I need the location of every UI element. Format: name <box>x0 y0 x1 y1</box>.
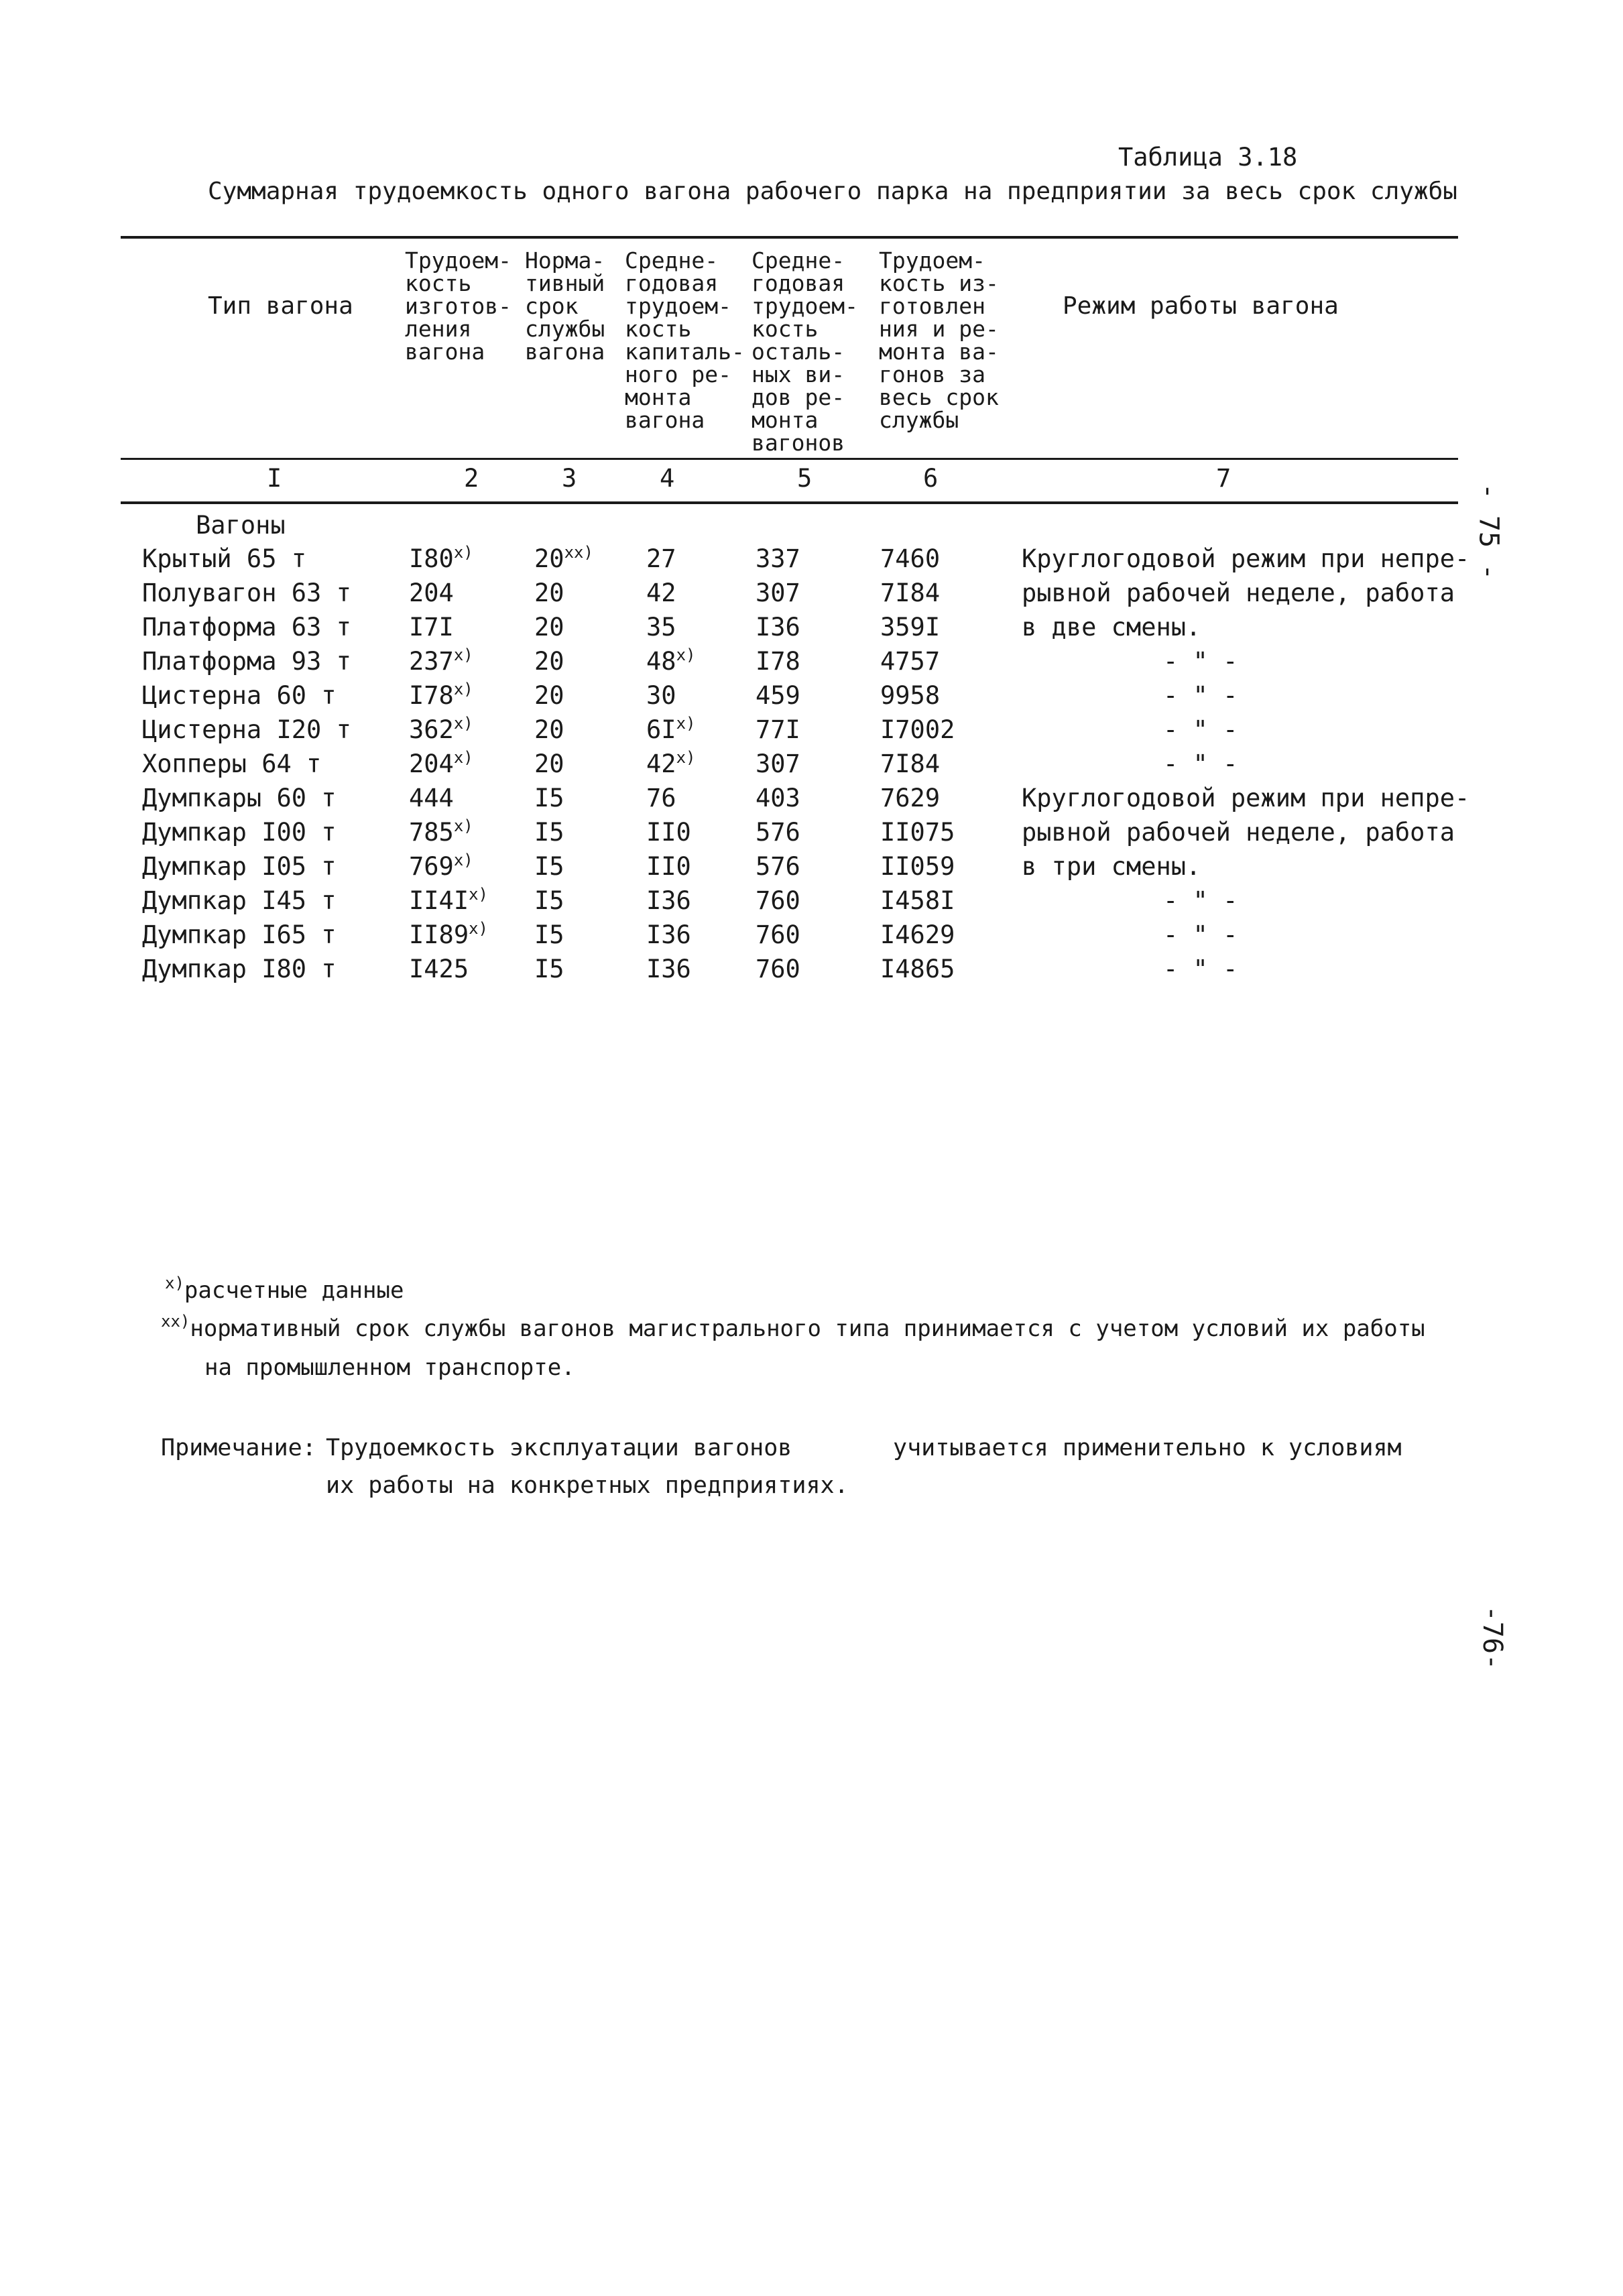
cell-operation-mode-value: рывной рабочей неделе, работа <box>1022 818 1455 847</box>
cell-capital-repair-labor <box>646 749 695 778</box>
cell-capital-repair-labor <box>646 852 691 881</box>
cell-total-labor <box>880 749 940 778</box>
cell-type-value: Думпкар I65 т <box>142 920 337 949</box>
footnote-mark: x) <box>469 885 489 904</box>
cell-total-labor-value: I4865 <box>880 955 955 983</box>
cell-capital-repair-labor-value: I36 <box>646 920 691 949</box>
cell-operation-mode <box>1163 715 1238 744</box>
cell-other-repair-labor-value: 307 <box>756 579 800 607</box>
cell-capital-repair-labor <box>646 715 695 744</box>
cell-capital-repair-labor-value: 27 <box>646 544 676 573</box>
cell-service-life-value: 20 <box>534 749 564 778</box>
footnote-2 <box>161 1312 1425 1342</box>
cell-total-labor <box>880 647 940 676</box>
table-top-rule <box>121 236 1458 239</box>
cell-other-repair-labor-value: 307 <box>756 749 800 778</box>
cell-manufacture-labor <box>409 955 469 983</box>
cell-other-repair-labor-value: 337 <box>756 544 800 573</box>
cell-type-value: Думпкар I80 т <box>142 955 337 983</box>
cell-total-labor-value: II075 <box>880 818 955 847</box>
cell-capital-repair-labor-value: 48 <box>646 647 676 676</box>
cell-capital-repair-labor-value: 30 <box>646 681 676 710</box>
cell-total-labor-value: 7I84 <box>880 749 941 778</box>
cell-type <box>142 579 351 607</box>
cell-capital-repair-labor-value: I36 <box>646 955 691 983</box>
footnote-mark: x) <box>453 680 473 699</box>
cell-capital-repair-labor <box>646 613 676 642</box>
cell-other-repair-labor-value: 760 <box>756 886 800 915</box>
cell-manufacture-labor <box>409 920 488 949</box>
cell-total-labor <box>880 715 955 744</box>
cell-service-life <box>534 818 564 847</box>
cell-operation-mode-value: - " - <box>1163 681 1238 710</box>
cell-service-life <box>534 647 564 676</box>
cell-capital-repair-labor-value: 42 <box>646 749 676 778</box>
cell-operation-mode-value: в три смены. <box>1022 852 1201 881</box>
footnote-mark: xx) <box>564 543 593 562</box>
cell-capital-repair-labor <box>646 647 695 676</box>
cell-service-life <box>534 613 564 642</box>
footnote-mark: x) <box>453 748 473 767</box>
cell-capital-repair-labor <box>646 920 691 949</box>
cell-other-repair-labor <box>756 749 800 778</box>
cell-other-repair-labor-value: 403 <box>756 784 800 812</box>
cell-manufacture-labor-value: II4I <box>409 886 469 915</box>
cell-type-value: Полувагон 63 т <box>142 579 351 607</box>
cell-operation-mode <box>1022 818 1455 847</box>
cell-type-value: Думпкар I45 т <box>142 886 337 915</box>
col-number-1: I <box>267 464 282 493</box>
cell-operation-mode <box>1022 579 1455 607</box>
table-label: Таблица 3.18 <box>1118 143 1298 172</box>
cell-service-life <box>534 579 564 607</box>
cell-capital-repair-labor-value: I36 <box>646 886 691 915</box>
footnote-1-mark: x) <box>165 1274 184 1292</box>
cell-operation-mode <box>1022 613 1201 642</box>
cell-total-labor <box>880 544 940 573</box>
cell-service-life <box>534 784 564 812</box>
col-number-3: 3 <box>562 464 577 493</box>
cell-type-value: Платформа 63 т <box>142 613 351 642</box>
cell-manufacture-labor <box>409 647 473 676</box>
cell-operation-mode <box>1163 920 1238 949</box>
cell-manufacture-labor-value: 444 <box>409 784 454 812</box>
cell-operation-mode <box>1022 544 1469 573</box>
cell-type <box>142 613 351 642</box>
cell-service-life-value: 20 <box>534 544 564 573</box>
cell-manufacture-labor <box>409 579 454 607</box>
header-col-7: Режим работы вагона <box>1063 292 1339 320</box>
header-col-5: Средне- годовая трудоем- кость осталь- ных ви- дов ре- монта вагонов <box>752 247 858 456</box>
cell-manufacture-labor-value: I80 <box>409 544 454 573</box>
footnote-mark: x) <box>453 646 473 664</box>
cell-manufacture-labor-value: 237 <box>409 647 454 676</box>
cell-total-labor-value: 359I <box>880 613 941 642</box>
cell-service-life <box>534 749 564 778</box>
cell-operation-mode-value: - " - <box>1163 715 1238 744</box>
cell-manufacture-labor-value: 204 <box>409 749 454 778</box>
cell-other-repair-labor <box>756 715 800 744</box>
cell-operation-mode-value: рывной рабочей неделе, работа <box>1022 579 1455 607</box>
footnote-mark: x) <box>453 714 473 733</box>
cell-total-labor <box>880 920 955 949</box>
cell-operation-mode-value: - " - <box>1163 749 1238 778</box>
cell-manufacture-labor <box>409 715 473 744</box>
header-col-3: Норма- тивный срок службы вагона <box>525 247 605 365</box>
cell-other-repair-labor-value: 576 <box>756 818 800 847</box>
footnote-mark: x) <box>453 851 473 869</box>
cell-type-value: Платформа 93 т <box>142 647 351 676</box>
cell-total-labor-value: I458I <box>880 886 955 915</box>
cell-service-life <box>534 920 564 949</box>
cell-type-value: Хопперы 64 т <box>142 749 322 778</box>
cell-total-labor-value: I4629 <box>880 920 955 949</box>
cell-operation-mode <box>1022 784 1469 812</box>
cell-capital-repair-labor <box>646 784 676 812</box>
footnote-1 <box>165 1274 404 1304</box>
cell-other-repair-labor <box>756 647 800 676</box>
cell-capital-repair-labor-value: 76 <box>646 784 676 812</box>
header-bottom-rule <box>121 458 1458 460</box>
cell-capital-repair-labor-value: 6I <box>646 715 676 744</box>
footnote-2-mark: xx) <box>161 1312 190 1331</box>
cell-service-life <box>534 715 564 744</box>
cell-operation-mode <box>1163 647 1238 676</box>
cell-other-repair-labor <box>756 818 800 847</box>
cell-manufacture-labor-value: 769 <box>409 852 454 881</box>
page-number-bottom: -76- <box>1477 1605 1508 1671</box>
footnote-mark: x) <box>453 543 473 562</box>
cell-type <box>142 749 321 778</box>
cell-other-repair-labor <box>756 852 800 881</box>
table-title: Суммарная трудоемкость одного вагона рабочего парка на предприятии за весь срок службы <box>208 178 1457 205</box>
col-number-4: 4 <box>660 464 675 493</box>
cell-type <box>142 681 337 710</box>
cell-manufacture-labor <box>409 784 454 812</box>
cell-operation-mode <box>1163 955 1238 983</box>
header-col-4: Средне- годовая трудоем- кость капиталь- ного ре- монта вагона <box>625 247 745 433</box>
cell-other-repair-labor <box>756 681 800 710</box>
cell-manufacture-labor-value: 362 <box>409 715 454 744</box>
cell-total-labor-value: 4757 <box>880 647 941 676</box>
cell-total-labor <box>880 818 955 847</box>
footnote-mark: x) <box>469 919 489 938</box>
cell-service-life-value: 20 <box>534 647 564 676</box>
page-number-top: - 75 - <box>1473 483 1504 581</box>
cell-capital-repair-labor-value: 35 <box>646 613 676 642</box>
cell-operation-mode-value: - " - <box>1163 886 1238 915</box>
cell-service-life <box>534 955 564 983</box>
cell-manufacture-labor-value: I425 <box>409 955 469 983</box>
cell-capital-repair-labor <box>646 818 691 847</box>
cell-other-repair-labor-value: 459 <box>756 681 800 710</box>
cell-capital-repair-labor-value: 42 <box>646 579 676 607</box>
cell-other-repair-labor-value: 760 <box>756 920 800 949</box>
cell-operation-mode-value: - " - <box>1163 955 1238 983</box>
cell-type <box>142 647 351 676</box>
footnote-mark: x) <box>676 714 696 733</box>
cell-total-labor-value: 7629 <box>880 784 941 812</box>
cell-total-labor <box>880 852 955 881</box>
cell-other-repair-labor-value: I78 <box>756 647 800 676</box>
cell-other-repair-labor <box>756 613 800 642</box>
cell-capital-repair-labor-value: II0 <box>646 818 691 847</box>
cell-total-labor <box>880 886 955 915</box>
cell-total-labor-value: 9958 <box>880 681 941 710</box>
cell-type-value: Цистерна 60 т <box>142 681 337 710</box>
cell-other-repair-labor-value: 760 <box>756 955 800 983</box>
cell-type-value: Крытый 65 т <box>142 544 307 573</box>
cell-operation-mode-value: - " - <box>1163 647 1238 676</box>
cell-total-labor-value: 7I84 <box>880 579 941 607</box>
cell-other-repair-labor <box>756 579 800 607</box>
cell-service-life-value: 20 <box>534 715 564 744</box>
cell-type-value: Цистерна I20 т <box>142 715 351 744</box>
header-col-2: Трудоем- кость изготов- ления вагона <box>405 247 512 365</box>
cell-total-labor <box>880 613 940 642</box>
cell-operation-mode <box>1163 886 1238 915</box>
cell-other-repair-labor <box>756 544 800 573</box>
cell-service-life <box>534 544 593 573</box>
col-number-2: 2 <box>464 464 479 493</box>
cell-type-value: Думпкар I00 т <box>142 818 337 847</box>
note-line1-a: Трудоемкость эксплуатации вагонов <box>326 1435 792 1461</box>
cell-total-labor <box>880 784 940 812</box>
col-number-6: 6 <box>923 464 939 493</box>
cell-service-life-value: I5 <box>534 955 564 983</box>
cell-capital-repair-labor-value: II0 <box>646 852 691 881</box>
cell-service-life <box>534 886 564 915</box>
cell-other-repair-labor-value: 576 <box>756 852 800 881</box>
cell-other-repair-labor-value: 77I <box>756 715 800 744</box>
cell-operation-mode-value: Круглогодовой режим при непре- <box>1022 784 1470 812</box>
footnote-2-text: нормативный срок службы вагонов магистрального типа принимается с учетом условий их работы <box>190 1315 1425 1342</box>
cell-other-repair-labor-value: I36 <box>756 613 800 642</box>
cell-type <box>142 920 337 949</box>
cell-other-repair-labor <box>756 886 800 915</box>
cell-service-life-value: I5 <box>534 784 564 812</box>
cell-service-life <box>534 852 564 881</box>
col-number-5: 5 <box>797 464 813 493</box>
cell-operation-mode <box>1163 749 1238 778</box>
footnote-mark: x) <box>676 748 696 767</box>
numbers-bottom-rule <box>121 501 1458 504</box>
cell-type <box>142 818 337 847</box>
note-line2: их работы на конкретных предприятиях. <box>326 1472 849 1499</box>
cell-manufacture-labor <box>409 681 473 710</box>
cell-manufacture-labor <box>409 613 454 642</box>
cell-capital-repair-labor <box>646 579 676 607</box>
cell-manufacture-labor <box>409 749 473 778</box>
cell-other-repair-labor <box>756 784 800 812</box>
cell-manufacture-labor-value: II89 <box>409 920 469 949</box>
cell-total-labor-value: II059 <box>880 852 955 881</box>
note-line1-b: учитывается применительно к условиям <box>893 1435 1402 1461</box>
col-number-7: 7 <box>1216 464 1231 493</box>
cell-capital-repair-labor <box>646 886 691 915</box>
cell-operation-mode-value: Круглогодовой режим при непре- <box>1022 544 1470 573</box>
cell-manufacture-labor-value: 204 <box>409 579 454 607</box>
footnote-1-text: расчетные данные <box>184 1277 404 1304</box>
cell-operation-mode-value: в две смены. <box>1022 613 1201 642</box>
cell-service-life-value: 20 <box>534 613 564 642</box>
footnote-2-cont: на промышленном транспорте. <box>204 1354 575 1381</box>
cell-total-labor-value: 7460 <box>880 544 941 573</box>
cell-operation-mode-value: - " - <box>1163 920 1238 949</box>
cell-service-life-value: I5 <box>534 886 564 915</box>
cell-type <box>142 544 306 573</box>
cell-manufacture-labor <box>409 818 473 847</box>
cell-type-value: Думпкар I05 т <box>142 852 337 881</box>
footnote-mark: x) <box>676 646 696 664</box>
cell-manufacture-labor-value: 785 <box>409 818 454 847</box>
cell-service-life-value: I5 <box>534 920 564 949</box>
cell-service-life <box>534 681 564 710</box>
cell-type <box>142 955 337 983</box>
cell-manufacture-labor <box>409 852 473 881</box>
footnote-mark: x) <box>453 817 473 835</box>
cell-type <box>142 886 337 915</box>
cell-type <box>142 852 337 881</box>
cell-service-life-value: 20 <box>534 579 564 607</box>
cell-total-labor <box>880 579 940 607</box>
cell-total-labor <box>880 955 955 983</box>
cell-service-life-value: 20 <box>534 681 564 710</box>
cell-service-life-value: I5 <box>534 818 564 847</box>
group-label: Вагоны <box>196 511 286 540</box>
header-col-1: Тип вагона <box>208 292 353 320</box>
cell-service-life-value: I5 <box>534 852 564 881</box>
cell-total-labor-value: I7002 <box>880 715 955 744</box>
cell-type-value: Думпкары 60 т <box>142 784 337 812</box>
cell-operation-mode <box>1163 681 1238 710</box>
cell-capital-repair-labor <box>646 955 691 983</box>
cell-manufacture-labor-value: I7I <box>409 613 454 642</box>
cell-total-labor <box>880 681 940 710</box>
note-label: Примечание: <box>161 1435 316 1461</box>
cell-manufacture-labor <box>409 886 488 915</box>
cell-capital-repair-labor <box>646 681 676 710</box>
cell-other-repair-labor <box>756 955 800 983</box>
header-col-6: Трудоем- кость из- готовлен ния и ре- монта ва- гонов за весь срок службы <box>879 247 999 433</box>
cell-type <box>142 715 351 744</box>
cell-operation-mode <box>1022 852 1201 881</box>
cell-type <box>142 784 337 812</box>
cell-manufacture-labor-value: I78 <box>409 681 454 710</box>
cell-capital-repair-labor <box>646 544 676 573</box>
cell-other-repair-labor <box>756 920 800 949</box>
cell-manufacture-labor <box>409 544 473 573</box>
